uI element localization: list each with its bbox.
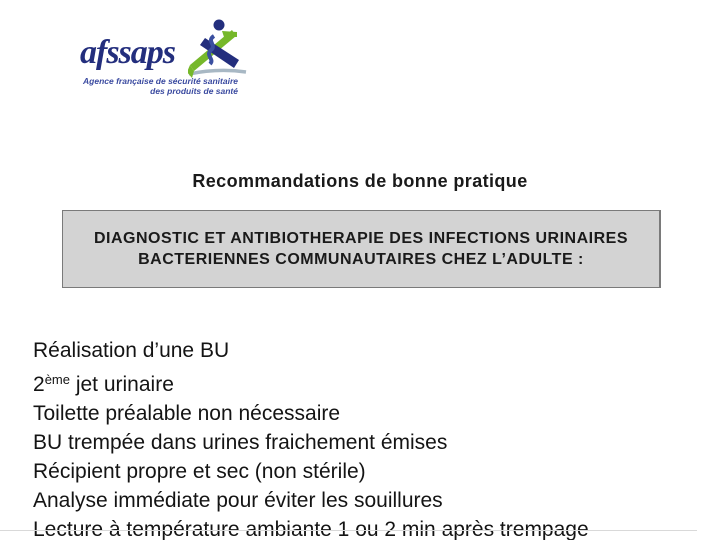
afssaps-brand-text: afssaps	[80, 34, 176, 71]
line2-base: 2	[33, 373, 45, 396]
afssaps-tagline-line1: Agence française de sécurité sanitaire	[83, 76, 238, 86]
body-line-recipient: Récipient propre et sec (non stérile)	[33, 460, 366, 483]
body-text-block	[33, 336, 703, 540]
line2-superscript: ème	[44, 372, 70, 387]
afssaps-tagline-line2: des produits de santé	[150, 86, 238, 96]
afssaps-tagline	[70, 76, 238, 96]
bottom-divider	[0, 530, 697, 531]
line2-rest: jet urinaire	[69, 373, 174, 396]
document-heading: Recommandations de bonne pratique	[192, 171, 528, 191]
document-title-text: DIAGNOSTIC ET ANTIBIOTHERAPIE DES INFECTIONS URINAIRES BACTERIENNES COMMUNAUTAIRES CHEZ L’ADULTE :	[94, 230, 628, 268]
body-line-deuxieme-jet	[33, 365, 703, 399]
afssaps-logo	[70, 12, 260, 104]
body-line-toilette: Toilette préalable non nécessaire	[33, 402, 341, 425]
body-line-lecture: Lecture à température ambiante 1 ou 2 min après trempage	[33, 518, 589, 540]
document-title-box	[62, 210, 661, 288]
body-line-analyse: Analyse immédiate pour éviter les souillures	[33, 489, 443, 512]
body-line-bu-trempee: BU trempée dans urines fraichement émises	[33, 431, 448, 454]
body-line-realisation: Réalisation d’une BU	[33, 339, 230, 362]
